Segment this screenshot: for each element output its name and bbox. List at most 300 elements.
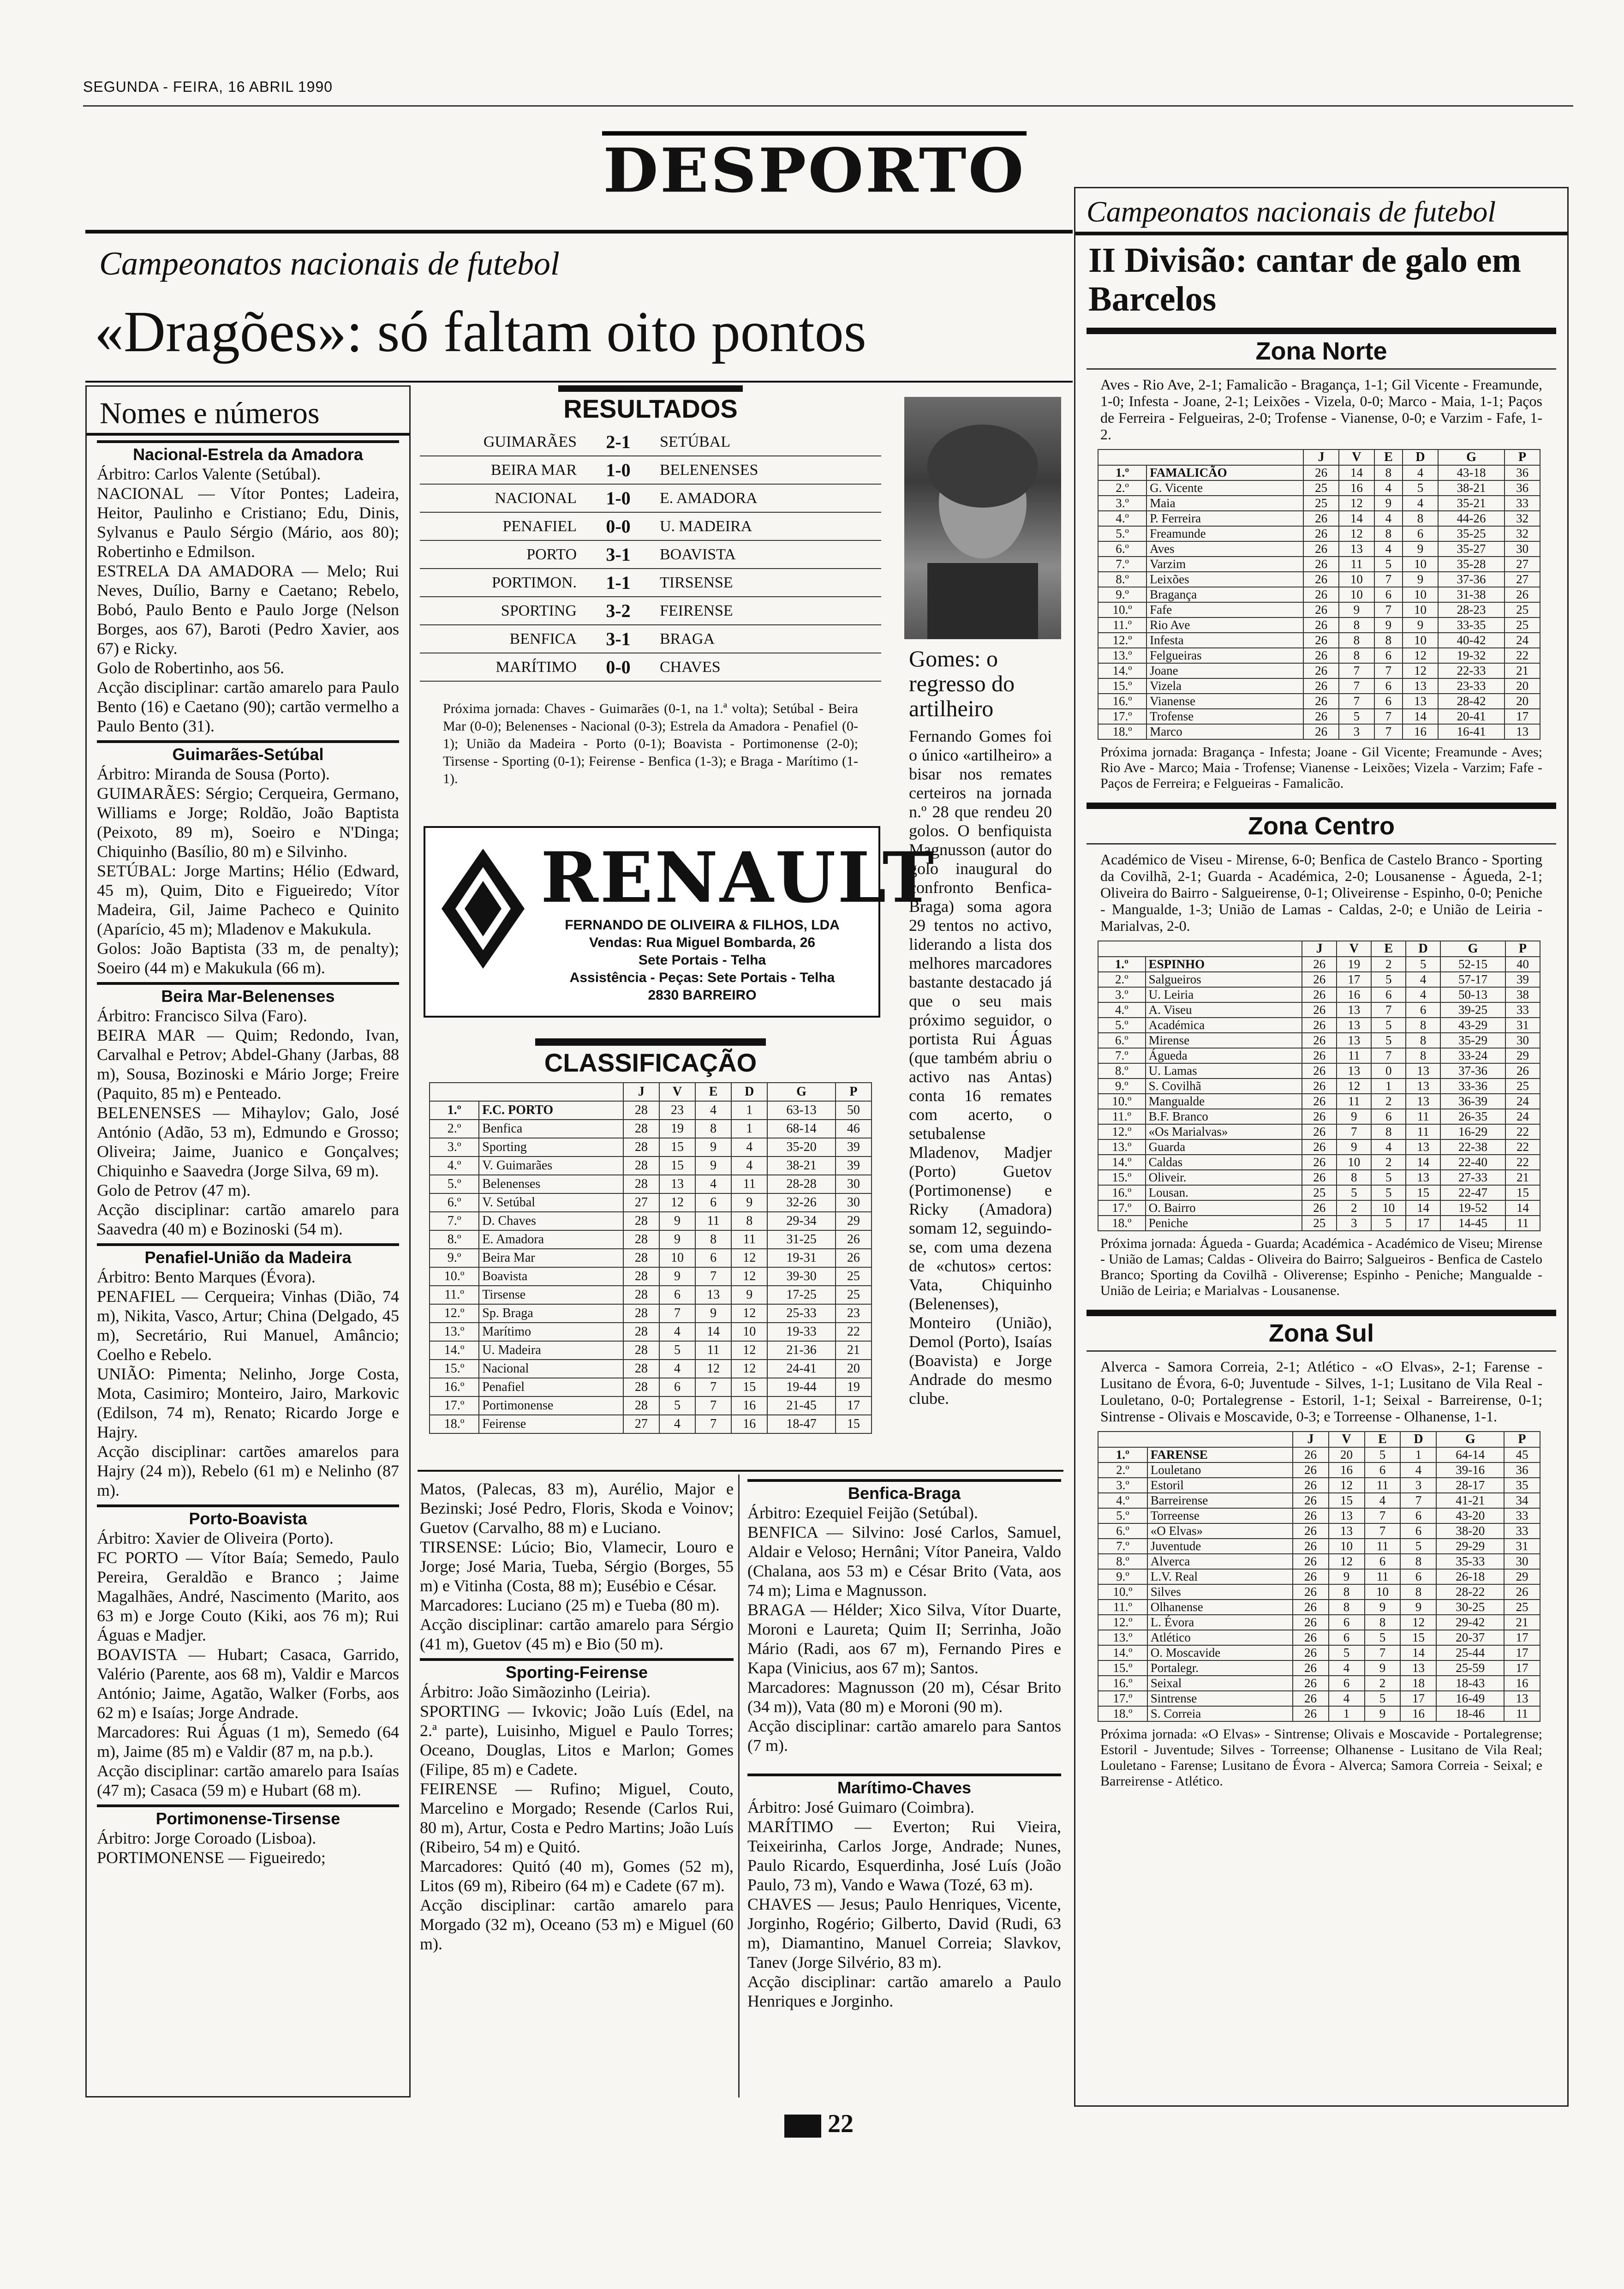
table-row	[1098, 1676, 1540, 1691]
table-cell: 30	[1505, 1033, 1540, 1048]
table-cell: 26	[1302, 1094, 1337, 1109]
table-cell: 14	[695, 1323, 731, 1341]
table-header: P	[1504, 1432, 1540, 1447]
table-cell: 10.º	[1098, 602, 1146, 617]
table-cell: 8.º	[430, 1230, 479, 1249]
table-cell: 11.º	[1098, 1600, 1147, 1615]
table-cell: 8	[1329, 1584, 1365, 1600]
table-cell: 11	[1365, 1539, 1401, 1554]
table-cell: 25	[1505, 1079, 1540, 1094]
table-cell: 12	[731, 1341, 767, 1360]
table-cell: 25-33	[767, 1304, 836, 1323]
table-row	[1098, 663, 1540, 678]
table-cell: 16	[1504, 1676, 1540, 1691]
match-line: Golo de Robertinho, aos 56.	[97, 659, 284, 677]
table-cell: 28-28	[767, 1175, 836, 1193]
table-cell: 0	[1371, 1063, 1406, 1079]
main-headline: «Dragões»: só faltam oito pontos	[95, 300, 866, 364]
table-cell: 8	[1365, 1615, 1401, 1630]
table-cell: 3.º	[1098, 496, 1146, 511]
table-cell: U. Madeira	[479, 1341, 623, 1360]
table-cell: V. Setúbal	[479, 1193, 623, 1212]
table-cell: 16.º	[1098, 694, 1146, 709]
table-cell: 8.º	[1098, 572, 1146, 587]
table-header: V	[1329, 1432, 1365, 1447]
table-cell: 5	[1371, 972, 1406, 987]
table-cell: 6	[1374, 678, 1403, 694]
table-row	[430, 1360, 872, 1378]
table-row	[1098, 1124, 1540, 1139]
table-cell: 14	[1406, 1155, 1440, 1170]
table-cell: 10	[1371, 1200, 1406, 1216]
result-away: E. AMADORA	[655, 484, 881, 512]
table-header: E	[1374, 449, 1403, 465]
table-cell: Mirense	[1146, 1033, 1302, 1048]
match-title: Penafiel-União da Madeira	[97, 1243, 399, 1267]
table-cell: 25-59	[1436, 1660, 1504, 1676]
table-cell: 36-39	[1440, 1094, 1505, 1109]
table-cell: 29-42	[1436, 1615, 1504, 1630]
table-cell: F.C. PORTO	[479, 1101, 623, 1120]
table-cell: 25	[1505, 602, 1540, 617]
table-cell: E. Amadora	[479, 1230, 623, 1249]
table-cell: 26	[1293, 1615, 1329, 1630]
table-row	[1098, 1706, 1540, 1721]
table-cell: L. Évora	[1147, 1615, 1293, 1630]
table-cell: 11	[1339, 557, 1374, 572]
table-row	[1098, 1523, 1540, 1539]
col2-body	[420, 1479, 734, 1953]
table-row	[1098, 1584, 1540, 1600]
table-cell: 26	[1303, 541, 1339, 557]
table-cell: 8	[1337, 1170, 1371, 1185]
table-header: J	[1302, 941, 1337, 957]
table-row	[1098, 972, 1540, 987]
result-score: 3-1	[581, 540, 655, 569]
table-cell: 3	[1337, 1216, 1371, 1231]
table-cell: 39-16	[1436, 1462, 1504, 1478]
table-row	[1098, 602, 1540, 617]
table-cell: 26	[1303, 465, 1339, 480]
table-cell: 4	[1365, 1493, 1401, 1508]
table-cell: 1	[1371, 1079, 1406, 1094]
table-cell: 9	[731, 1193, 767, 1212]
table-cell: 5	[659, 1396, 695, 1415]
table-cell: 28	[623, 1175, 659, 1193]
table-cell: 3	[1339, 724, 1374, 739]
table-cell: 9	[1337, 1109, 1371, 1124]
table-cell: 11	[1406, 1109, 1440, 1124]
table-cell: 19	[659, 1120, 695, 1138]
table-cell: 37-36	[1438, 572, 1505, 587]
table-cell: 7	[695, 1415, 731, 1433]
table-cell: 12.º	[1098, 1615, 1147, 1630]
result-score: 1-0	[581, 484, 655, 512]
table-cell: 7	[1337, 1124, 1371, 1139]
match-title: Marítimo-Chaves	[747, 1774, 1061, 1798]
table-cell: 7	[695, 1267, 731, 1286]
table-cell: 26	[1302, 1200, 1337, 1216]
ad-brand: RENAULT	[541, 837, 936, 918]
table-cell: 26	[836, 1249, 872, 1267]
table-cell: FAMALICÃO	[1146, 465, 1303, 480]
renault-ad	[424, 826, 936, 1018]
table-row	[1098, 1569, 1540, 1584]
table-cell: 12	[731, 1249, 767, 1267]
table-cell: 4.º	[1098, 511, 1146, 526]
table-cell: Guarda	[1146, 1139, 1302, 1155]
result-row	[420, 597, 881, 625]
table-cell: 12	[695, 1360, 731, 1378]
table-cell: 7.º	[1098, 557, 1146, 572]
table-cell: 34	[1504, 1493, 1540, 1508]
table-cell: 18-43	[1436, 1676, 1504, 1691]
table-cell: 22	[1505, 1124, 1540, 1139]
table-cell: 39-30	[767, 1267, 836, 1286]
table-cell: FARENSE	[1147, 1447, 1293, 1462]
table-cell: 12	[1329, 1478, 1365, 1493]
table-cell: 14	[1339, 465, 1374, 480]
table-cell: 17	[836, 1396, 872, 1415]
table-cell: 28	[623, 1156, 659, 1175]
table-cell: 7.º	[1098, 1539, 1147, 1554]
table-cell: 26	[1302, 1079, 1337, 1094]
table-row	[430, 1193, 872, 1212]
table-cell: Feirense	[479, 1415, 623, 1433]
table-cell: 12.º	[1098, 633, 1146, 648]
table-row	[430, 1101, 872, 1120]
table-cell: «O Elvas»	[1147, 1523, 1293, 1539]
table-cell: 26	[1303, 511, 1339, 526]
table-cell: 10	[1403, 633, 1438, 648]
table-cell: 26	[1505, 1063, 1540, 1079]
table-cell: D. Chaves	[479, 1212, 623, 1230]
table-cell: 20	[1505, 694, 1540, 709]
table-cell: 29	[1504, 1569, 1540, 1584]
table-cell: 13	[1337, 1002, 1371, 1018]
table-header: D	[1403, 449, 1438, 465]
table-cell: 8.º	[1098, 1063, 1146, 1079]
table-row	[1098, 1170, 1540, 1185]
table-cell: 9	[1339, 602, 1374, 617]
table-cell: 35-21	[1438, 496, 1505, 511]
table-row	[430, 1267, 872, 1286]
table-cell: Lousan.	[1146, 1185, 1302, 1200]
table-cell: 12	[1403, 648, 1438, 663]
table-cell: 26	[1303, 648, 1339, 663]
table-row	[1098, 709, 1540, 724]
table-cell: 13	[659, 1175, 695, 1193]
table-cell: 10.º	[1098, 1584, 1147, 1600]
table-cell: 16	[1400, 1706, 1436, 1721]
match-line: Árbitro: Bento Marques (Évora).	[97, 1268, 316, 1286]
table-cell: 26	[1302, 1063, 1337, 1079]
table-cell: 9	[695, 1138, 731, 1156]
table-cell: 26	[1303, 557, 1339, 572]
table-cell: 28	[623, 1396, 659, 1415]
result-row	[420, 428, 881, 456]
table-cell: Marítimo	[479, 1323, 623, 1341]
table-cell: 28	[623, 1378, 659, 1396]
table-cell: 31	[1505, 1018, 1540, 1033]
table-header: V	[1339, 449, 1374, 465]
table-cell: 6	[1400, 1523, 1436, 1539]
table-cell: 18.º	[1098, 1706, 1147, 1721]
table-cell: 26	[1293, 1554, 1329, 1569]
table-cell: 26	[836, 1230, 872, 1249]
table-cell: 20-37	[1436, 1630, 1504, 1645]
table-cell: 15	[659, 1156, 695, 1175]
table-cell: 26	[1504, 1584, 1540, 1600]
table-cell: 17.º	[1098, 1200, 1146, 1216]
table-cell: 6	[1329, 1615, 1365, 1630]
table-cell: 3.º	[1098, 1478, 1147, 1493]
table-cell: 7	[1365, 1523, 1401, 1539]
table-cell: 26	[1303, 633, 1339, 648]
table-row	[1098, 1216, 1540, 1231]
table-row	[1098, 1600, 1540, 1615]
table-cell: 26	[1302, 1033, 1337, 1048]
table-cell: 8.º	[1098, 1554, 1147, 1569]
table-cell: 10	[1403, 587, 1438, 602]
table-cell: 14.º	[1098, 663, 1146, 678]
table-cell: 43-20	[1436, 1508, 1504, 1523]
table-cell: 28	[623, 1212, 659, 1230]
table-cell: 26	[1302, 1109, 1337, 1124]
table-cell: 8	[1403, 511, 1438, 526]
table-cell: 25	[836, 1267, 872, 1286]
table-cell: 27	[1505, 572, 1540, 587]
segunda-divisao-column	[1074, 187, 1569, 2107]
table-cell: 14	[1505, 1200, 1540, 1216]
table-cell: 31-38	[1438, 587, 1505, 602]
match-line: Golo de Petrov (47 m).	[97, 1181, 251, 1199]
table-cell: 7	[695, 1378, 731, 1396]
table-cell: 15	[731, 1378, 767, 1396]
table-cell: 6	[659, 1378, 695, 1396]
table-cell: 11.º	[430, 1286, 479, 1304]
table-cell: 17-25	[767, 1286, 836, 1304]
table-cell: 13	[1505, 724, 1540, 739]
table-cell: 25	[1302, 1185, 1337, 1200]
table-cell: Aves	[1146, 541, 1303, 557]
table-cell: 14	[1406, 1200, 1440, 1216]
table-cell: 2	[1371, 1155, 1406, 1170]
table-cell: 12.º	[430, 1304, 479, 1323]
table-cell: 6	[659, 1286, 695, 1304]
zone-next-round: Próxima jornada: «O Elvas» - Sintrense; Olivais e Moscavide - Portalegrense; Estoril - Juventude; Silves - Torreense; Olhanense - Lusitano de Vila Real; Louletano - Farense; Lusitano de Évora - Alverca; Samora Correia - Seixal; e Barreirense - Atlético.	[1100, 1726, 1542, 1789]
table-cell: 7	[1339, 694, 1374, 709]
match-line: BOAVISTA — Hubart; Casaca, Garrido, Valério (Parente, aos 68 m), Valdir e Marcos António; Jaime, Agatão, Walker (Forbs, aos 62 m) e Isaías; Jorge Andrade.	[97, 1645, 399, 1722]
table-cell: 5	[1371, 1033, 1406, 1048]
table-cell: 23	[659, 1101, 695, 1120]
table-cell: 39	[836, 1138, 872, 1156]
table-cell: 21-36	[767, 1341, 836, 1360]
table-cell: B.F. Branco	[1146, 1109, 1302, 1124]
table-cell: P. Ferreira	[1146, 511, 1303, 526]
nomes-title: Nomes e números	[100, 396, 320, 430]
table-cell: 7	[1371, 1048, 1406, 1063]
table-header: E	[695, 1083, 731, 1101]
table-cell: 33	[1505, 496, 1540, 511]
table-cell: 12.º	[1098, 1124, 1146, 1139]
col3-body	[747, 1474, 1061, 2025]
table-cell: 13	[1337, 1033, 1371, 1048]
table-cell: 3.º	[1098, 987, 1146, 1002]
table-cell: 25	[1505, 617, 1540, 633]
table-header: J	[1303, 449, 1339, 465]
table-cell: 4	[1403, 496, 1438, 511]
table-cell: 16.º	[430, 1378, 479, 1396]
table-cell: 26	[1303, 678, 1339, 694]
table-cell: 5	[1365, 1691, 1401, 1706]
table-cell: 24	[1505, 1094, 1540, 1109]
table-header	[430, 1083, 623, 1101]
resultados-title: RESULTADOS	[563, 394, 738, 423]
result-away: BOAVISTA	[655, 540, 881, 569]
table-cell: 35-28	[1438, 557, 1505, 572]
page-number: 22	[784, 2109, 854, 2139]
table-row	[1098, 1155, 1540, 1170]
table-cell: 33	[1505, 1002, 1540, 1018]
match-line: NACIONAL — Vítor Pontes; Ladeira, Heitor, Paulinho e Cristiano; Edu, Dinis, Sylvanus e Paulo Sérgio (Mário, aos 80); Robertinho e Edmilson.	[97, 484, 399, 561]
table-cell: 26	[1293, 1660, 1329, 1676]
table-cell: 14.º	[1098, 1155, 1146, 1170]
table-cell: 8	[1339, 648, 1374, 663]
table-cell: 4.º	[1098, 1493, 1147, 1508]
table-row	[1098, 957, 1540, 972]
table-cell: 6	[1371, 1109, 1406, 1124]
table-cell: 1	[731, 1101, 767, 1120]
table-cell: 29	[1505, 1048, 1540, 1063]
table-cell: 2.º	[1098, 1462, 1147, 1478]
table-cell: Sintrense	[1147, 1691, 1293, 1706]
table-cell: 39-25	[1440, 1002, 1505, 1018]
table-cell: Benfica	[479, 1120, 623, 1138]
table-cell: 9	[1374, 617, 1403, 633]
table-cell: 22-33	[1438, 663, 1505, 678]
table-cell: 4	[659, 1415, 695, 1433]
table-cell: 8	[1339, 617, 1374, 633]
result-home: NACIONAL	[420, 484, 581, 512]
table-cell: 6.º	[1098, 1033, 1146, 1048]
table-row	[430, 1230, 872, 1249]
table-cell: 26	[1303, 526, 1339, 541]
table-row	[1098, 987, 1540, 1002]
table-cell: 28	[623, 1267, 659, 1286]
table-cell: «Os Marialvas»	[1146, 1124, 1302, 1139]
match-line: Árbitro: Miranda de Sousa (Porto).	[97, 765, 330, 783]
table-cell: 15.º	[430, 1360, 479, 1378]
table-cell: 30	[836, 1175, 872, 1193]
nomes-body	[87, 440, 409, 1867]
table-cell: 25	[1302, 1216, 1337, 1231]
table-cell: Vizela	[1146, 678, 1303, 694]
table-cell: 10	[1365, 1584, 1401, 1600]
table-cell: 4.º	[430, 1156, 479, 1175]
table-row	[1098, 557, 1540, 572]
result-home: SPORTING	[420, 597, 581, 625]
table-row	[1098, 1462, 1540, 1478]
table-row	[1098, 511, 1540, 526]
table-cell: 26	[1293, 1645, 1329, 1660]
table-cell: 57-17	[1440, 972, 1505, 987]
table-cell: A. Viseu	[1146, 1002, 1302, 1018]
table-cell: 38-21	[767, 1156, 836, 1175]
table-row	[1098, 1079, 1540, 1094]
table-cell: 12	[659, 1193, 695, 1212]
table-cell: 4	[1374, 511, 1403, 526]
table-cell: Águeda	[1146, 1048, 1302, 1063]
table-cell: 35-33	[1436, 1554, 1504, 1569]
table-cell: 8	[1374, 465, 1403, 480]
table-cell: 13	[1406, 1079, 1440, 1094]
table-cell: 5	[659, 1341, 695, 1360]
table-cell: 24	[1505, 1109, 1540, 1124]
table-cell: 7	[1374, 663, 1403, 678]
table-row	[430, 1175, 872, 1193]
match-line: GUIMARÃES: Sérgio; Cerqueira, Germano, Williams e Jorge; Roldão, João Baptista (Peixoto, 89 m), Soeiro e N'Dinga; Chiquinho (Basílio, 80 m) e Silvinho.	[97, 784, 399, 861]
table-cell: 40	[1505, 957, 1540, 972]
table-cell: 5	[1365, 1447, 1401, 1462]
table-cell: Académica	[1146, 1018, 1302, 1033]
table-cell: 13	[1406, 1139, 1440, 1155]
match-line: MARÍTIMO — Everton; Rui Vieira, Teixeirinha, Carlos Jorge, Andrade; Nunes, Paulo Ricardo, Esquerdinha, José Luís (João Paulo, 73 m), Vando e Wawa (Tozé, 63 m).	[747, 1817, 1061, 1894]
table-cell: 17	[1504, 1645, 1540, 1660]
table-cell: 13	[1337, 1063, 1371, 1079]
table-row	[430, 1120, 872, 1138]
table-cell: 7	[1371, 1002, 1406, 1018]
match-line: ESTRELA DA AMADORA — Melo; Rui Neves, Duílio, Barny e Caetano; Rebelo, Bobó, Paulo Bento e Paulo Jorge (Nelson Borges, aos 67), Baroti (Pedro Xavier, aos 67) e Ricky.	[97, 562, 399, 658]
result-away: U. MADEIRA	[655, 512, 881, 540]
table-cell: 13	[1329, 1523, 1365, 1539]
table-cell: 26	[1302, 1048, 1337, 1063]
table-cell: 9	[1329, 1569, 1365, 1584]
result-row	[420, 512, 881, 540]
match-line: FEIRENSE — Rufino; Miguel, Couto, Marcelino e Morgado; Resende (Carlos Rui, 80 m), Artur, Costa e Pedro Martins; João Luís (Ribeiro, 54 m) e Quitó.	[420, 1780, 734, 1856]
result-home: PORTIMON.	[420, 569, 581, 597]
table-cell: 7.º	[1098, 1048, 1146, 1063]
table-cell: Alverca	[1147, 1554, 1293, 1569]
result-home: PORTO	[420, 540, 581, 569]
result-score: 1-0	[581, 456, 655, 484]
table-cell: 35-29	[1440, 1033, 1505, 1048]
table-header: G	[1436, 1432, 1504, 1447]
table-cell: 36	[1504, 1462, 1540, 1478]
table-cell: 22	[1505, 1155, 1540, 1170]
table-cell: Oliveir.	[1146, 1170, 1302, 1185]
table-row	[430, 1341, 872, 1360]
table-cell: 26	[1293, 1584, 1329, 1600]
result-row	[420, 625, 881, 653]
table-cell: 17	[1400, 1691, 1436, 1706]
table-cell: 13	[1400, 1660, 1436, 1676]
table-cell: 5	[1371, 1170, 1406, 1185]
zone-results: Académico de Viseu - Mirense, 6-0; Benfica de Castelo Branco - Sporting da Covilhã, 2-1; Guarda - Académica, 2-0; Lousanense - Águeda, 2-1; Oliveira do Bairro - Salgueirense, 0-1; Oliveirense - Espinho, 0-0; Peniche - Mangualde, 1-3; União de Lamas - Caldas, 2-0; e União de Leiria - Marialvas, 2-0.	[1100, 851, 1542, 934]
table-cell: 9.º	[1098, 587, 1146, 602]
table-cell: 15	[659, 1138, 695, 1156]
table-cell: 9	[1365, 1600, 1401, 1615]
table-cell: 10	[1403, 602, 1438, 617]
zone-table	[1098, 941, 1540, 1231]
table-cell: 10.º	[1098, 1094, 1146, 1109]
table-row	[1098, 1493, 1540, 1508]
zone-title: Zona Sul	[1087, 1316, 1556, 1352]
match-title: Guimarães-Setúbal	[97, 740, 399, 764]
table-cell: 9	[1337, 1139, 1371, 1155]
table-cell: 16	[731, 1415, 767, 1433]
table-cell: 10	[1403, 557, 1438, 572]
